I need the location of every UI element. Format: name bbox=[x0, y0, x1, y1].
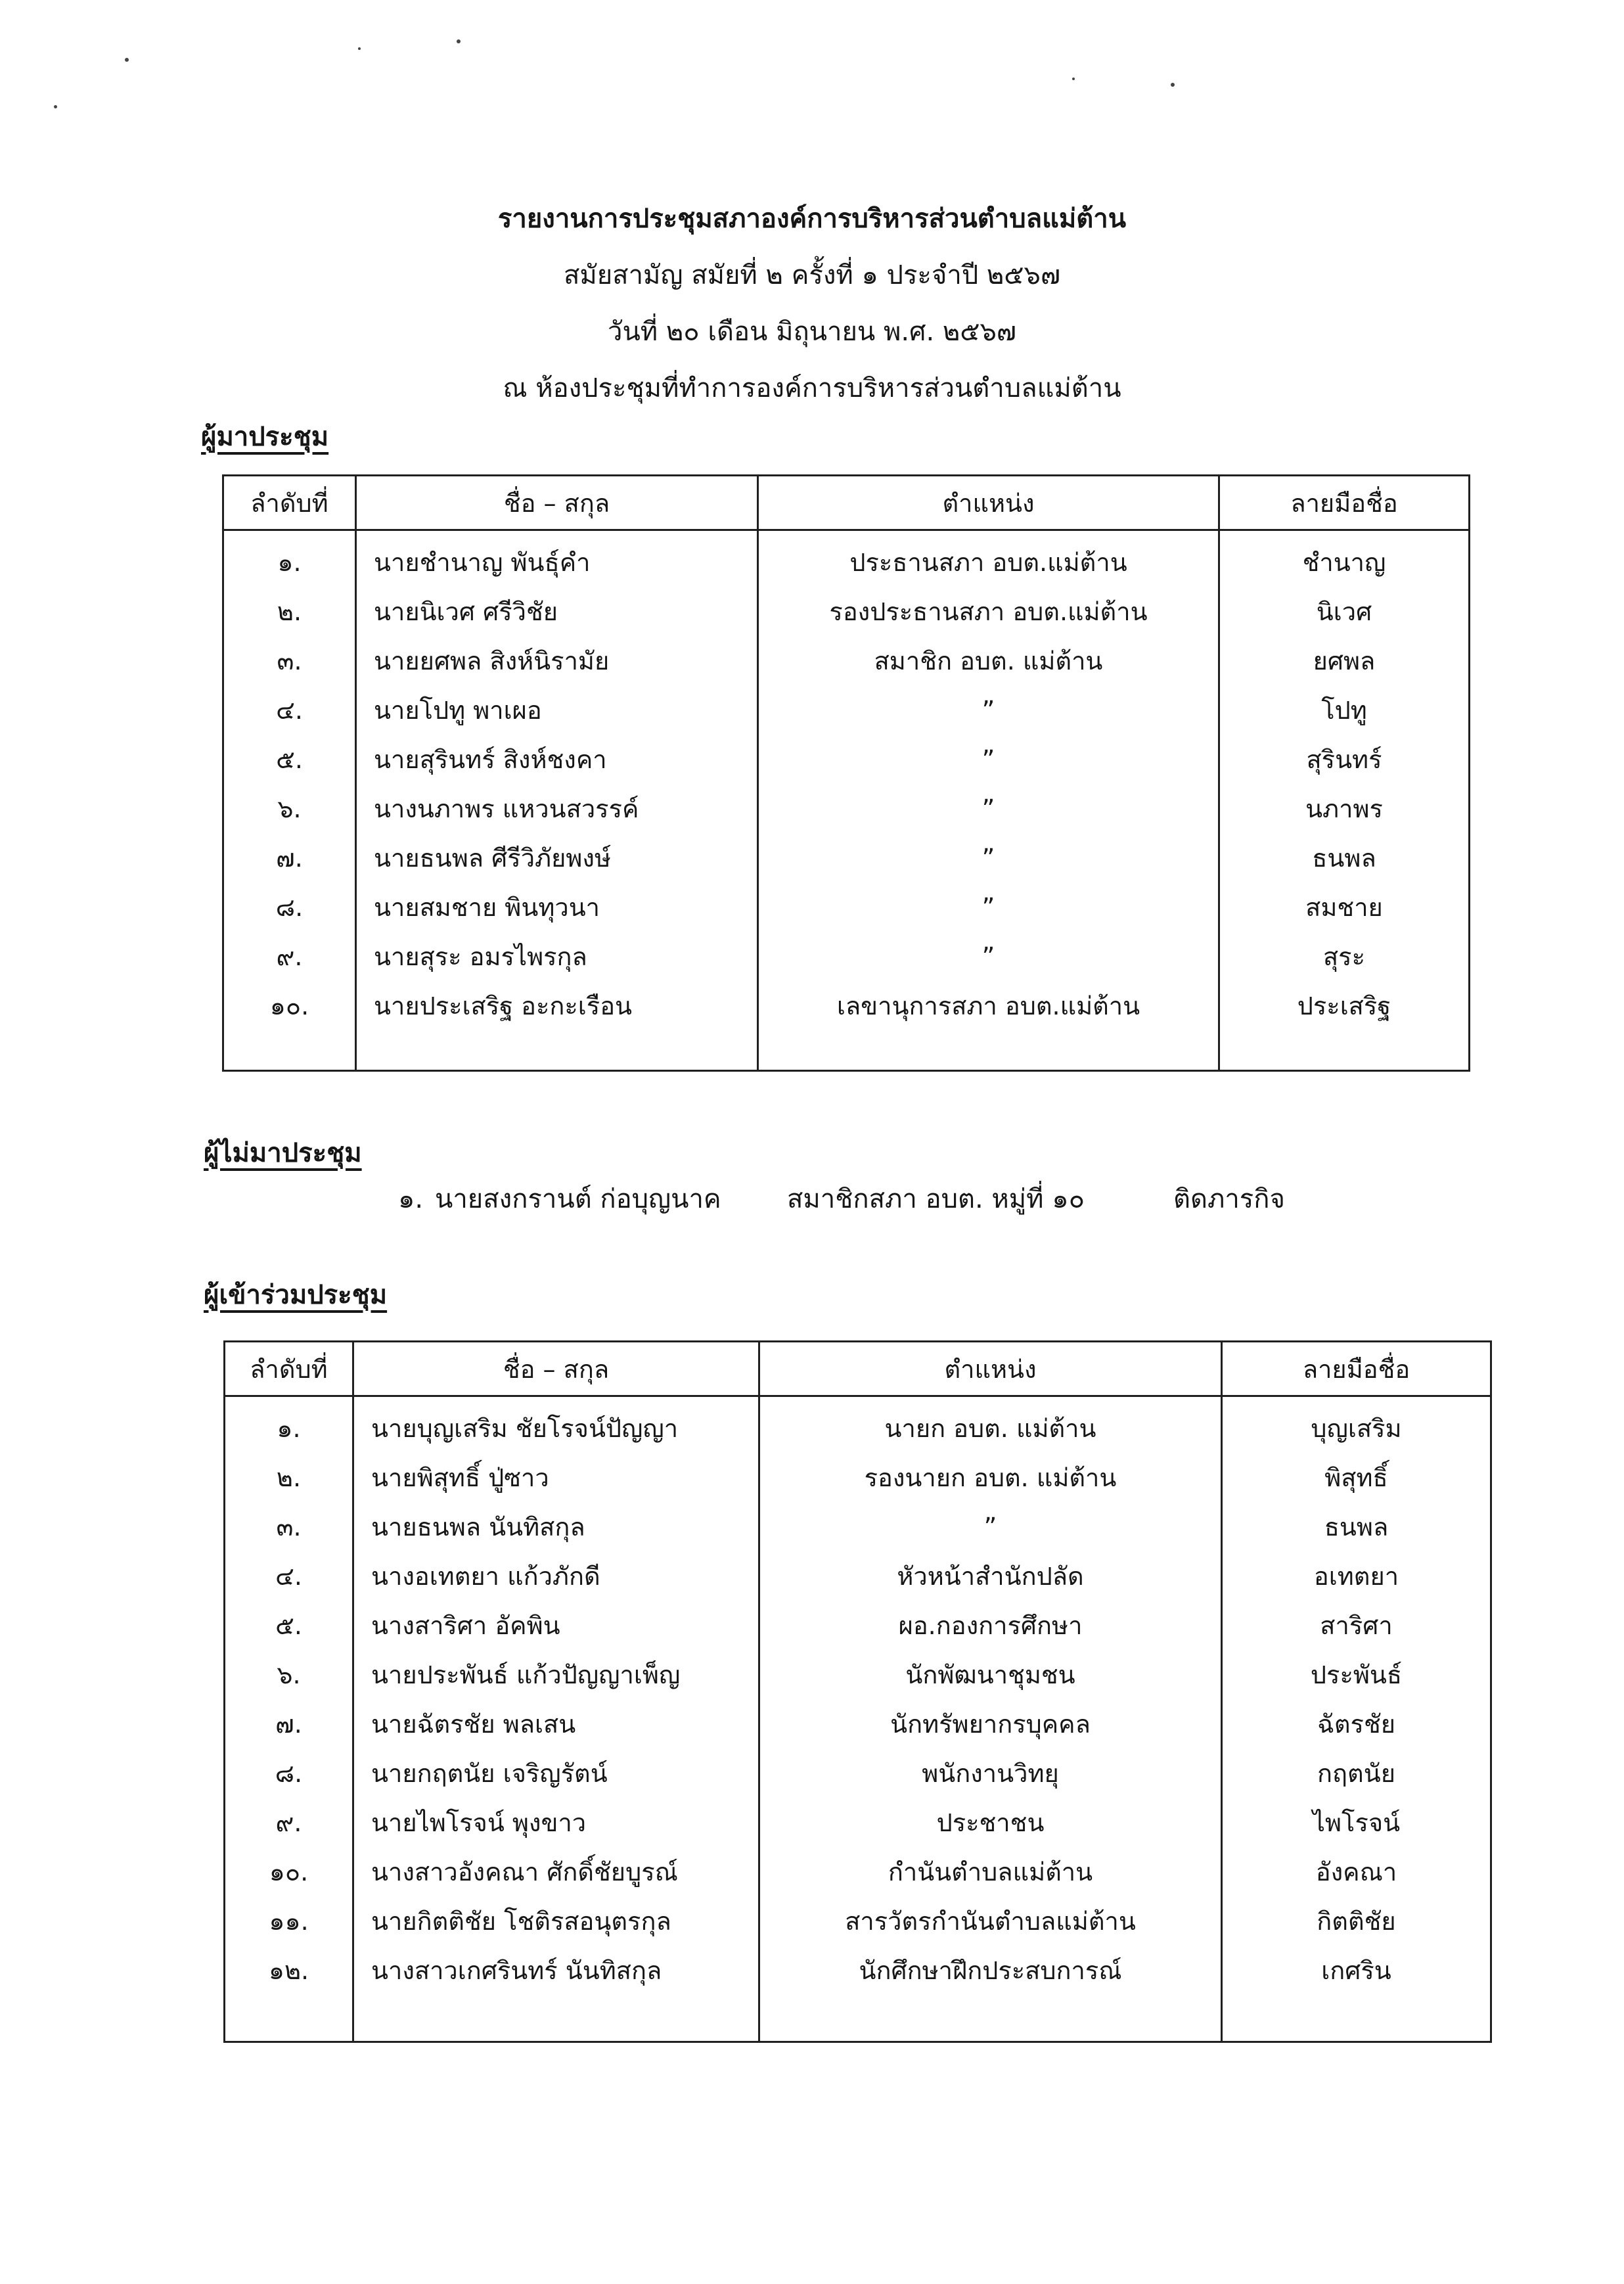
column-header: ชื่อ – สกุล bbox=[356, 476, 758, 530]
participants-section-title: ผู้เข้าร่วมประชุม bbox=[204, 1280, 388, 1310]
person-name: นายยศพล สิงห์นิรามัย bbox=[356, 636, 758, 685]
scan-speck bbox=[358, 47, 361, 50]
signature: ไพโรจน์ bbox=[1222, 1798, 1491, 1847]
table-row bbox=[225, 1748, 1491, 1798]
signature: ประเสริฐ bbox=[1219, 981, 1470, 1030]
person-position: สมาชิก อบต. แม่ต้าน bbox=[758, 636, 1219, 685]
person-name: นายสุรินทร์ สิงห์ชงคา bbox=[356, 735, 758, 784]
signature: นภาพร bbox=[1219, 784, 1470, 833]
person-position: เลขานุการสภา อบต.แม่ต้าน bbox=[758, 981, 1219, 1030]
person-position: ประธานสภา อบต.แม่ต้าน bbox=[758, 530, 1219, 587]
row-number: ๔. bbox=[223, 685, 356, 735]
blank-cell bbox=[759, 1995, 1222, 2042]
table-row bbox=[223, 530, 1470, 587]
blank-cell bbox=[225, 1995, 353, 2042]
person-name: นางสาริศา อัคพิน bbox=[353, 1601, 759, 1650]
signature: ธนพล bbox=[1222, 1502, 1491, 1551]
person-position: ” bbox=[758, 735, 1219, 784]
attendees-table bbox=[222, 474, 1470, 1072]
row-number: ๕. bbox=[225, 1601, 353, 1650]
table-blank-row bbox=[223, 1030, 1470, 1071]
table-row bbox=[223, 833, 1470, 882]
absentees-section-title: ผู้ไม่มาประชุม bbox=[204, 1138, 362, 1168]
signature: โปทู bbox=[1219, 685, 1470, 735]
row-number: ๓. bbox=[225, 1502, 353, 1551]
date-line: วันที่ ๒๐ เดือน มิถุนายน พ.ศ. ๒๕๖๗ bbox=[607, 317, 1016, 347]
person-name: นายประเสริฐ อะกะเรือน bbox=[356, 981, 758, 1030]
scan-speck bbox=[457, 39, 461, 43]
table-row bbox=[225, 1798, 1491, 1847]
person-position: รองนายก อบต. แม่ต้าน bbox=[759, 1453, 1222, 1502]
absentee-position: สมาชิกสภา อบต. หมู่ที่ ๑๐ bbox=[787, 1184, 1085, 1214]
signature: พิสุทธิ์ bbox=[1222, 1453, 1491, 1502]
person-name: นายประพันธ์ แก้วปัญญาเพ็ญ bbox=[353, 1650, 759, 1699]
table-blank-row bbox=[225, 1995, 1491, 2042]
signature: ธนพล bbox=[1219, 833, 1470, 882]
column-header: ชื่อ – สกุล bbox=[353, 1342, 759, 1396]
table-row bbox=[223, 784, 1470, 833]
person-name: นายโปทู พาเผอ bbox=[356, 685, 758, 735]
absentee-name: นายสงกรานต์ ก่อบุญนาค bbox=[435, 1184, 721, 1214]
row-number: ๗. bbox=[225, 1699, 353, 1748]
signature: กฤตนัย bbox=[1222, 1748, 1491, 1798]
signature: นิเวศ bbox=[1219, 587, 1470, 636]
row-number: ๕. bbox=[223, 735, 356, 784]
person-position: ผอ.กองการศึกษา bbox=[759, 1601, 1222, 1650]
absentee-reason: ติดภารกิจ bbox=[1173, 1184, 1285, 1214]
table-row bbox=[223, 981, 1470, 1030]
absentee-number: ๑. bbox=[398, 1184, 424, 1214]
row-number: ๘. bbox=[225, 1748, 353, 1798]
signature: ประพันธ์ bbox=[1222, 1650, 1491, 1699]
blank-cell bbox=[356, 1030, 758, 1071]
column-header: ลายมือชื่อ bbox=[1219, 476, 1470, 530]
signature: ฉัตรชัย bbox=[1222, 1699, 1491, 1748]
row-number: ๑. bbox=[225, 1396, 353, 1453]
signature: บุญเสริม bbox=[1222, 1396, 1491, 1453]
participants-table bbox=[223, 1340, 1492, 2043]
row-number: ๙. bbox=[225, 1798, 353, 1847]
person-position: ” bbox=[758, 784, 1219, 833]
table-row bbox=[225, 1650, 1491, 1699]
table-row bbox=[223, 636, 1470, 685]
scan-speck bbox=[1072, 78, 1075, 80]
person-name: นางสาวอังคณา ศักดิ์ชัยบูรณ์ bbox=[353, 1847, 759, 1896]
table-row bbox=[225, 1847, 1491, 1896]
table-row bbox=[223, 882, 1470, 932]
attendees-section-title: ผู้มาประชุม bbox=[201, 422, 329, 452]
table-row bbox=[225, 1946, 1491, 1995]
signature: อังคณา bbox=[1222, 1847, 1491, 1896]
signature: สาริศา bbox=[1222, 1601, 1491, 1650]
scan-speck bbox=[125, 58, 129, 62]
person-position: นักศึกษาฝึกประสบการณ์ bbox=[759, 1946, 1222, 1995]
blank-cell bbox=[1219, 1030, 1470, 1071]
column-header: ลำดับที่ bbox=[223, 476, 356, 530]
row-number: ๖. bbox=[223, 784, 356, 833]
person-position: ” bbox=[758, 882, 1219, 932]
person-position: นักทรัพยากรบุคคล bbox=[759, 1699, 1222, 1748]
absentee-row bbox=[0, 1176, 1624, 1222]
person-position: นายก อบต. แม่ต้าน bbox=[759, 1396, 1222, 1453]
person-name: นายกิตติชัย โชติรสอนุตรกุล bbox=[353, 1896, 759, 1946]
person-name: นายสมชาย พินทุวนา bbox=[356, 882, 758, 932]
table-row bbox=[225, 1453, 1491, 1502]
document-header bbox=[0, 191, 1624, 417]
signature: ชำนาญ bbox=[1219, 530, 1470, 587]
blank-cell bbox=[758, 1030, 1219, 1071]
person-position: ” bbox=[758, 932, 1219, 981]
signature: กิตติชัย bbox=[1222, 1896, 1491, 1946]
person-position: ” bbox=[759, 1502, 1222, 1551]
person-name: นางสาวเกศรินทร์ นันทิสกุล bbox=[353, 1946, 759, 1995]
person-position: กำนันตำบลแม่ต้าน bbox=[759, 1847, 1222, 1896]
table-row bbox=[225, 1551, 1491, 1601]
table-row bbox=[225, 1699, 1491, 1748]
row-number: ๑๐. bbox=[225, 1847, 353, 1896]
table-row bbox=[225, 1601, 1491, 1650]
table-row bbox=[223, 587, 1470, 636]
person-name: นางนภาพร แหวนสวรรค์ bbox=[356, 784, 758, 833]
column-header: ลายมือชื่อ bbox=[1222, 1342, 1491, 1396]
report-title: รายงานการประชุมสภาองค์การบริหารส่วนตำบลแม่ต้าน bbox=[497, 204, 1127, 234]
person-name: นายบุญเสริม ชัยโรจน์ปัญญา bbox=[353, 1396, 759, 1453]
column-header: ตำแหน่ง bbox=[758, 476, 1219, 530]
row-number: ๘. bbox=[223, 882, 356, 932]
person-name: นายสุระ อมรไพรกุล bbox=[356, 932, 758, 981]
table-row bbox=[225, 1502, 1491, 1551]
person-name: นายไพโรจน์ พุงขาว bbox=[353, 1798, 759, 1847]
person-name: นายนิเวศ ศรีวิชัย bbox=[356, 587, 758, 636]
row-number: ๖. bbox=[225, 1650, 353, 1699]
blank-cell bbox=[1222, 1995, 1491, 2042]
person-position: นักพัฒนาชุมชน bbox=[759, 1650, 1222, 1699]
scan-speck bbox=[1171, 83, 1175, 87]
table-row bbox=[225, 1896, 1491, 1946]
table-row bbox=[223, 685, 1470, 735]
person-position: ประชาชน bbox=[759, 1798, 1222, 1847]
column-header: ตำแหน่ง bbox=[759, 1342, 1222, 1396]
table-row bbox=[223, 735, 1470, 784]
row-number: ๙. bbox=[223, 932, 356, 981]
row-number: ๓. bbox=[223, 636, 356, 685]
person-name: นายชำนาญ พันธุ์คำ bbox=[356, 530, 758, 587]
signature: สุระ bbox=[1219, 932, 1470, 981]
signature: อเทตยา bbox=[1222, 1551, 1491, 1601]
row-number: ๗. bbox=[223, 833, 356, 882]
person-position: รองประธานสภา อบต.แม่ต้าน bbox=[758, 587, 1219, 636]
row-number: ๑๒. bbox=[225, 1946, 353, 1995]
person-position: พนักงานวิทยุ bbox=[759, 1748, 1222, 1798]
table-header-row bbox=[225, 1342, 1491, 1396]
row-number: ๑๑. bbox=[225, 1896, 353, 1946]
person-position: หัวหน้าสำนักปลัด bbox=[759, 1551, 1222, 1601]
row-number: ๒. bbox=[223, 587, 356, 636]
table-header-row bbox=[223, 476, 1470, 530]
signature: สมชาย bbox=[1219, 882, 1470, 932]
blank-cell bbox=[353, 1995, 759, 2042]
session-line: สมัยสามัญ สมัยที่ ๒ ครั้งที่ ๑ ประจำปี ๒๕๖๗ bbox=[563, 260, 1061, 290]
signature: ยศพล bbox=[1219, 636, 1470, 685]
person-name: นางอเทตยา แก้วภักดี bbox=[353, 1551, 759, 1601]
row-number: ๔. bbox=[225, 1551, 353, 1601]
blank-cell bbox=[223, 1030, 356, 1071]
column-header: ลำดับที่ bbox=[225, 1342, 353, 1396]
row-number: ๑. bbox=[223, 530, 356, 587]
row-number: ๑๐. bbox=[223, 981, 356, 1030]
table-row bbox=[223, 932, 1470, 981]
table-row bbox=[225, 1396, 1491, 1453]
person-name: นายธนพล นันทิสกุล bbox=[353, 1502, 759, 1551]
person-position: ” bbox=[758, 833, 1219, 882]
person-name: นายธนพล ศีรีวิภัยพงษ์ bbox=[356, 833, 758, 882]
row-number: ๒. bbox=[225, 1453, 353, 1502]
scan-speck bbox=[54, 105, 57, 108]
person-name: นายพิสุทธิ์ ปู่ซาว bbox=[353, 1453, 759, 1502]
person-name: นายฉัตรชัย พลเสน bbox=[353, 1699, 759, 1748]
person-name: นายกฤตนัย เจริญรัตน์ bbox=[353, 1748, 759, 1798]
signature: เกศริน bbox=[1222, 1946, 1491, 1995]
signature: สุรินทร์ bbox=[1219, 735, 1470, 784]
person-position: สารวัตรกำนันตำบลแม่ต้าน bbox=[759, 1896, 1222, 1946]
person-position: ” bbox=[758, 685, 1219, 735]
venue-line: ณ ห้องประชุมที่ทำการองค์การบริหารส่วนตำบลแม่ต้าน bbox=[503, 373, 1121, 403]
